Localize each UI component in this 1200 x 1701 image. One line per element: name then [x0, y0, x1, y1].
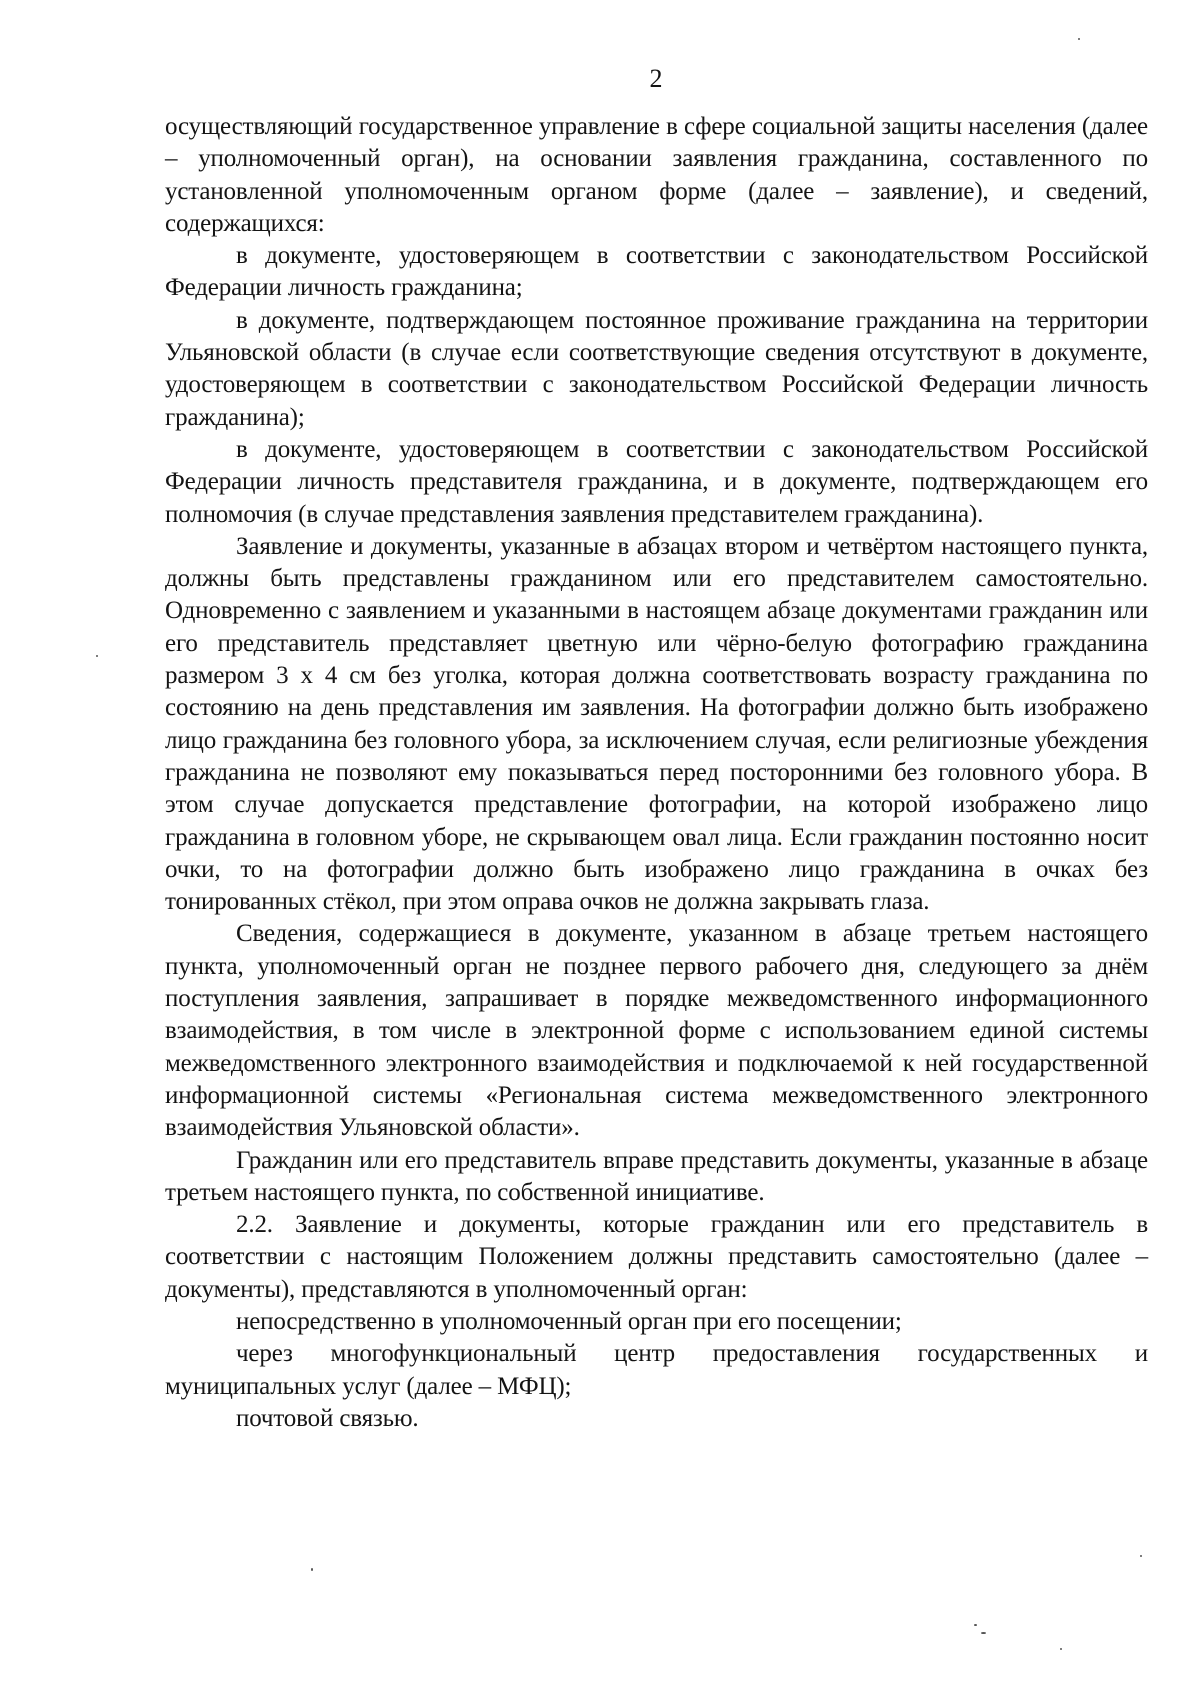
list-item-post: почтовой связью.: [236, 1404, 419, 1432]
paragraph-continuation: осуществляющий государственное управление в сфере социальной защиты населения (далее – уполномоченный орган), на основании заявления гражданина, составленного по установленной уполномоченным органом форме (далее – заявление), и сведений, содержащихся:: [165, 113, 1148, 237]
paragraph-interagency-request: Сведения, содержащиеся в документе, указанном в абзаце третьем настоящего пункта, уполномоченный орган не позднее первого рабочего дня, следующего за днём поступления заявления, запрашивает в порядке межведомственного информационного взаимодействия, в том числе в электронной форме с использованием единой системы межведомственного электронного взаимодействия и подключаемой к ней государственной информационной системы «Региональная система межведомственного электронного взаимодействия Ульяновской области».: [165, 920, 1148, 1142]
paragraph-own-initiative: Гражданин или его представитель вправе представить документы, указанные в абзаце третьем настоящего пункта, по собственной инициативе.: [165, 1146, 1148, 1206]
scan-speck: [1060, 1648, 1062, 1650]
paragraph-photo-requirements: Заявление и документы, указанные в абзацах втором и четвёртом настоящего пункта, должны быть представлены гражданином или его представителем самостоятельно. Одновременно с заявлением и указанными в настоящем абзаце документами гражданин или его представитель представляет цветную или чёрно-белую фотографию гражданина размером 3 х 4 см без уголка, которая должна соответствовать возрасту гражданина по состоянию на день представления им заявления. На фотографии должно быть изображено лицо гражданина без головного убора, за исключением случая, если религиозные убеждения гражданина не позволяют ему показываться перед посторонними без головного убора. В этом случае допускается представление фотографии, на которой изображено лицо гражданина в головном уборе, не скрывающем овал лица. Если гражданин постоянно носит очки, то на фотографии должно быть изображено лицо гражданина в очках без тонированных стёкол, при этом оправа очков не должна закрывать глаза.: [165, 532, 1148, 916]
scan-speck: [974, 1624, 977, 1626]
scan-speck: [96, 655, 98, 657]
list-item-in-person: непосредственно в уполномоченный орган при его посещении;: [236, 1307, 902, 1335]
list-item-mfc: через многофункциональный центр предоставления государственных и муниципальных услуг (далее – МФЦ);: [165, 1340, 1148, 1400]
paragraph-residence-document: в документе, подтверждающем постоянное проживание гражданина на территории Ульяновской области (в случае если соответствующие сведения отсутствуют в документе, удостоверяющем в соответствии с законодательством Российской Федерации личность гражданина);: [165, 306, 1148, 431]
scan-speck: [1078, 38, 1080, 40]
page-number: 2: [649, 64, 663, 93]
document-body: [165, 111, 1148, 1435]
scan-speck: [311, 1568, 313, 1571]
scan-speck: [1140, 1555, 1142, 1557]
paragraph-identity-document: в документе, удостоверяющем в соответствии с законодательством Российской Федерации личность гражданина;: [165, 242, 1148, 302]
paragraph-submission-clause: 2.2. Заявление и документы, которые гражданин или его представитель в соответствии с настоящим Положением должны представить самостоятельно (далее – документы), представляются в уполномоченный орган:: [165, 1211, 1148, 1303]
paragraph-representative-document: в документе, удостоверяющем в соответствии с законодательством Российской Федерации личность представителя гражданина, и в документе, подтверждающем его полномочия (в случае представления заявления представителем гражданина).: [165, 435, 1148, 528]
scan-speck: [981, 1632, 986, 1634]
